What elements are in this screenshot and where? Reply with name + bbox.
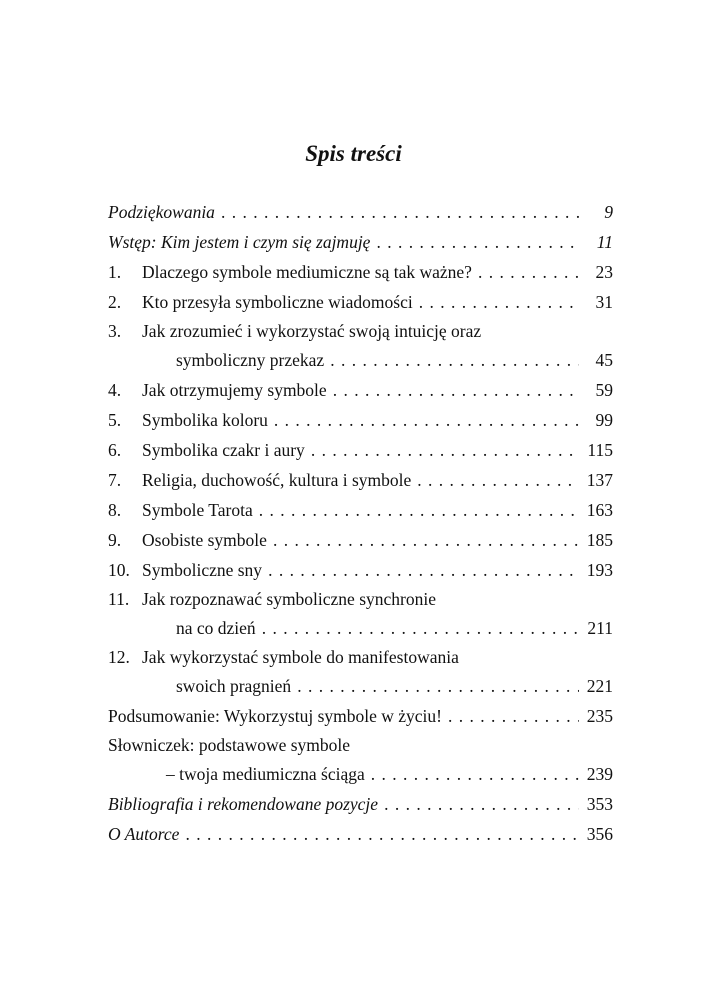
toc-entry-title: Symboliczne sny: [142, 560, 263, 580]
dot-leader: [448, 701, 579, 731]
chapter-number: 6.: [108, 440, 122, 460]
toc-entry-page: 185: [586, 530, 613, 550]
dot-leader: [330, 346, 579, 375]
chapter-number: 2.: [108, 292, 122, 312]
dot-leader: [259, 495, 579, 525]
toc-entry-page: 23: [595, 262, 613, 282]
toc-entry-title: Jak rozpoznawać symboliczne synchronie: [142, 589, 436, 609]
chapter-number: 11.: [108, 589, 130, 609]
toc-entry-page: 59: [595, 380, 613, 400]
toc-entry-page: 163: [586, 500, 613, 520]
toc-entry-page: 99: [595, 410, 613, 430]
dot-leader: [273, 525, 579, 555]
toc-entry: [108, 525, 613, 555]
toc-entry-page: 239: [586, 764, 613, 784]
toc-entry-title: Symbole Tarota: [142, 500, 253, 520]
toc-entry-page: 356: [586, 824, 613, 844]
dot-leader: [384, 789, 579, 819]
toc-entry-page: 221: [586, 676, 613, 696]
chapter-number: 9.: [108, 530, 122, 550]
chapter-number: 1.: [108, 262, 122, 282]
dot-leader: [333, 375, 579, 405]
toc-entry-page: 31: [595, 292, 613, 312]
toc-entry: [108, 701, 613, 731]
toc-entry-title-continued: na co dzień: [176, 618, 256, 638]
chapter-number: 7.: [108, 470, 122, 490]
toc-entry-title-continued: swoich pragnień: [176, 676, 292, 696]
toc-entry-title-continued: – twoja mediumiczna ściąga: [166, 764, 365, 784]
toc-entry: [108, 317, 613, 375]
toc-entry: [108, 555, 613, 585]
toc-entry-page: 353: [586, 794, 613, 814]
toc-entry: [108, 731, 613, 789]
toc-entry-title: Symbolika czakr i aury: [142, 440, 305, 460]
toc-entry-page: 235: [586, 706, 613, 726]
dot-leader: [274, 405, 579, 435]
toc-entry-title: Słowniczek: podstawowe symbole: [108, 735, 351, 755]
chapter-number: 3.: [108, 321, 122, 341]
toc-entry: [108, 643, 613, 701]
dot-leader: [262, 614, 579, 643]
chapter-number: 5.: [108, 410, 122, 430]
toc-entry-title: Wstęp: Kim jestem i czym się zajmuję: [108, 232, 371, 252]
chapter-number: 10.: [108, 560, 130, 580]
toc-entry-title: Bibliografia i rekomendowane pozycje: [108, 794, 379, 814]
toc-entry: [108, 287, 613, 317]
toc-entry: [108, 197, 613, 227]
toc-entry-title: Dlaczego symbole mediumiczne są tak ważne?: [142, 262, 472, 282]
toc-entry-page: 211: [587, 618, 613, 638]
dot-leader: [185, 819, 579, 849]
dot-leader: [371, 760, 579, 789]
chapter-number: 4.: [108, 380, 122, 400]
toc-entry: [108, 375, 613, 405]
toc-entry: [108, 257, 613, 287]
toc-entry-title: Jak zrozumieć i wykorzystać swoją intuicję oraz: [142, 321, 482, 341]
toc-entry: [108, 819, 613, 849]
dot-leader: [376, 227, 579, 257]
toc-entry-title: Osobiste symbole: [142, 530, 267, 550]
chapter-number: 8.: [108, 500, 122, 520]
toc-entry-title: Religia, duchowość, kultura i symbole: [142, 470, 412, 490]
page-title: Spis treści: [305, 141, 402, 166]
toc-entry: [108, 435, 613, 465]
toc-entry-page: 9: [604, 202, 613, 222]
dot-leader: [221, 197, 579, 227]
dot-leader: [419, 287, 579, 317]
toc-entry: [108, 227, 613, 257]
toc-entry: [108, 405, 613, 435]
dot-leader: [417, 465, 579, 495]
toc-entry: [108, 495, 613, 525]
toc-entry-page: 193: [586, 560, 613, 580]
toc-entry: [108, 465, 613, 495]
chapter-number: 12.: [108, 647, 130, 667]
toc-entry: [108, 585, 613, 643]
toc-entry-title: O Autorce: [108, 824, 180, 844]
toc-entry-page: 137: [586, 470, 613, 490]
toc-entry-page: 45: [595, 350, 613, 370]
toc-entry: [108, 789, 613, 819]
toc-entry-title: Podsumowanie: Wykorzystuj symbole w życiu!: [108, 706, 442, 726]
toc-entry-title: Jak otrzymujemy symbole: [142, 380, 327, 400]
dot-leader: [297, 672, 579, 701]
dot-leader: [478, 257, 579, 287]
toc-entry-title: Jak wykorzystać symbole do manifestowania: [142, 647, 459, 667]
toc-entry-title: Kto przesyła symboliczne wiadomości: [142, 292, 413, 312]
toc-entry-page: 115: [587, 440, 613, 460]
table-of-contents: [108, 197, 613, 849]
dot-leader: [311, 435, 579, 465]
toc-entry-title: Podziękowania: [108, 202, 215, 222]
dot-leader: [268, 555, 579, 585]
toc-entry-title: Symbolika koloru: [142, 410, 268, 430]
toc-entry-page: 11: [596, 232, 613, 252]
toc-entry-title-continued: symboliczny przekaz: [176, 350, 325, 370]
